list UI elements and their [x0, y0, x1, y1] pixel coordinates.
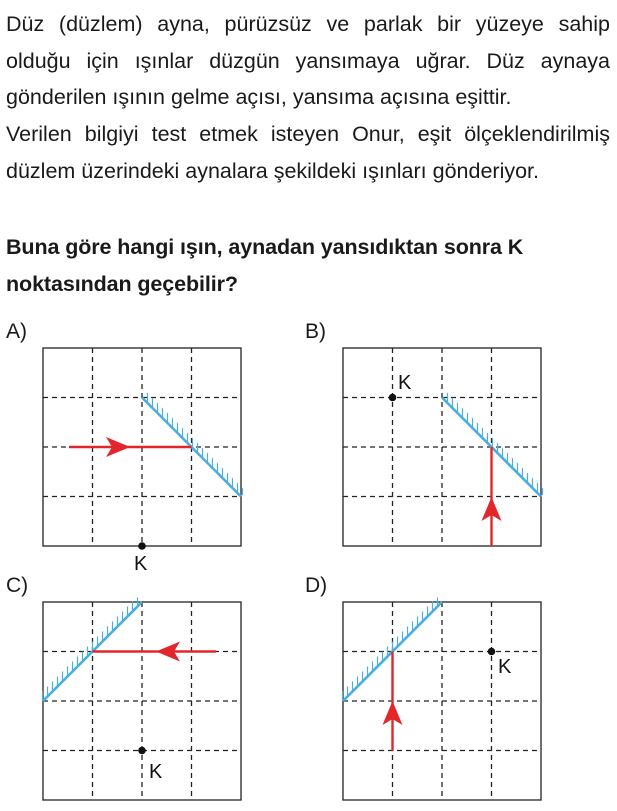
option-b-mirror-hatch [442, 393, 546, 497]
option-b-diagram[interactable] [343, 348, 546, 546]
option-c-point-label: K [149, 761, 163, 783]
option-c-mirror-hatch [38, 597, 142, 701]
option-b-label[interactable]: B) [305, 320, 326, 343]
option-d-grid [343, 602, 541, 800]
option-d-label[interactable]: D) [305, 574, 328, 597]
intro-paragraph: Düz (düzlem) ayna, pürüzsüz ve parlak bir yüzeye sahip olduğu için ışınlar düzgün yansımaya uğrar. Düz aynaya gönderilen ışının gelme açısı, yansıma açısına eşittir. [6, 12, 610, 109]
option-a-point-label: K [134, 553, 148, 575]
option-a-mirror-hatch [142, 393, 246, 497]
option-b-point-k [389, 394, 397, 402]
experiment-paragraph: Verilen bilgiyi test etmek isteyen Onur, eşit ölçeklendirilmiş düzlem üzerindeki aynalara şekildeki ışınları gönderiyor. [6, 122, 610, 183]
option-a-diagram[interactable] [43, 348, 246, 575]
option-c-label[interactable]: C) [6, 574, 29, 597]
option-d-mirror-hatch [338, 597, 442, 701]
question-text: Buna göre hangi ışın, aynadan yansıdıktan sonra K noktasından geçebilir? [6, 235, 524, 296]
option-b-grid [343, 348, 541, 546]
option-d-point-label: K [498, 656, 512, 678]
option-c-grid [43, 602, 241, 800]
option-a-point-k [138, 542, 146, 550]
option-c-point-k [138, 747, 146, 755]
option-d-point-k [488, 648, 496, 656]
option-a-label[interactable]: A) [6, 320, 27, 343]
option-d-diagram[interactable] [338, 597, 541, 800]
option-c-diagram[interactable] [38, 597, 241, 800]
option-b-point-label: K [398, 372, 412, 394]
